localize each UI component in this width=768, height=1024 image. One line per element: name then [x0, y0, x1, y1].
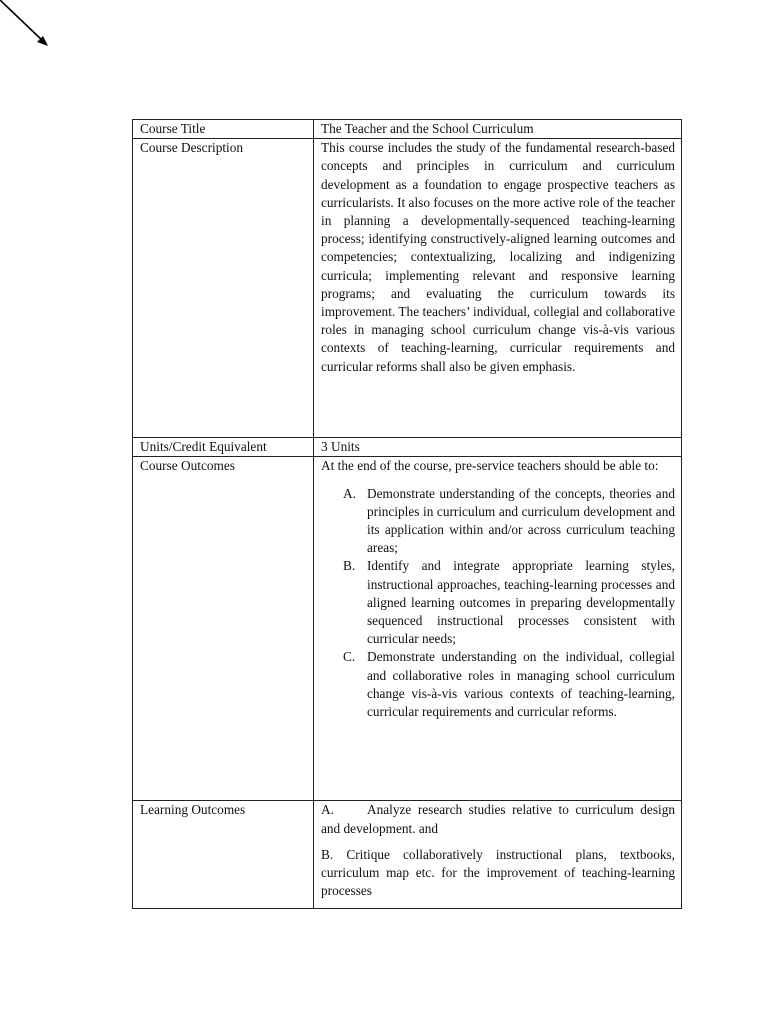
- course-outcomes-intro: At the end of the course, pre-service teachers should be able to:: [321, 458, 659, 474]
- list-marker: B.: [321, 846, 334, 862]
- course-outcomes-cell: [314, 457, 682, 801]
- list-item-text: Identify and integrate appropriate learning styles, instructional approaches, teaching-learning processes and aligned learning outcomes in preparing developmentally sequenced instructional processes consistent with curricular needs;: [367, 558, 675, 647]
- list-item-text: Demonstrate understanding of the concepts, theories and principles in curriculum and curriculum development and its application within and/or across curriculum teaching areas;: [367, 485, 675, 556]
- list-item-text: Analyze research studies relative to curriculum design and development. and: [321, 802, 675, 836]
- list-item: [343, 648, 675, 721]
- list-item: [343, 485, 675, 558]
- course-outcomes-label: Course Outcomes: [133, 457, 314, 801]
- list-marker: C.: [343, 649, 356, 665]
- arrow-icon: [0, 0, 60, 60]
- course-description-text: This course includes the study of the fundamental research-based concepts and principles in curriculum and curriculum development as a foundation to engage prospective teachers as curricularists. It also focuses on the more active role of the teacher in planning a developmentally-sequenced teaching-learning process; identifying constructively-aligned learning outcomes and competencies; contextualizing, localizing and indigenizing curricula; implementing relevant and responsive learning programs; and evaluating the curriculum towards its improvement. The teachers’ individual, collegial and collaborative roles in managing school curriculum change vis-à-vis various contexts of teaching-learning, curricular requirements and curricular reforms shall also be given emphasis.: [321, 140, 675, 374]
- course-title-value: The Teacher and the School Curriculum: [314, 120, 682, 139]
- list-marker: A.: [343, 485, 356, 501]
- list-item: [343, 557, 675, 648]
- list-item-text: Demonstrate understanding on the individual, collegial and collaborative roles in managing school curriculum change vis-à-vis various contexts of teaching-learning, curricular requirements and curricular reforms.: [367, 649, 675, 720]
- units-label: Units/Credit Equivalent: [133, 438, 314, 457]
- units-value: 3 Units: [314, 438, 682, 457]
- course-outcomes-row: [133, 457, 682, 801]
- list-item-text: Critique collaboratively instructional plans, textbooks, curriculum map etc. for the improvement of teaching-learning processes: [321, 846, 675, 899]
- units-row: [133, 438, 682, 457]
- course-description-row: [133, 139, 682, 438]
- course-description-cell: [314, 139, 682, 438]
- course-description-label: Course Description: [133, 139, 314, 438]
- learning-outcomes-label: Learning Outcomes: [133, 801, 314, 909]
- course-title-label: Course Title: [133, 120, 314, 139]
- course-syllabus-table: [132, 119, 682, 909]
- course-outcomes-list: [321, 485, 675, 722]
- list-marker: B.: [343, 558, 356, 574]
- learning-outcomes-cell: [314, 801, 682, 909]
- list-item: [321, 801, 675, 837]
- course-title-row: [133, 120, 682, 139]
- learning-outcomes-row: [133, 801, 682, 909]
- list-marker: A.: [321, 802, 334, 818]
- list-item: [321, 846, 675, 901]
